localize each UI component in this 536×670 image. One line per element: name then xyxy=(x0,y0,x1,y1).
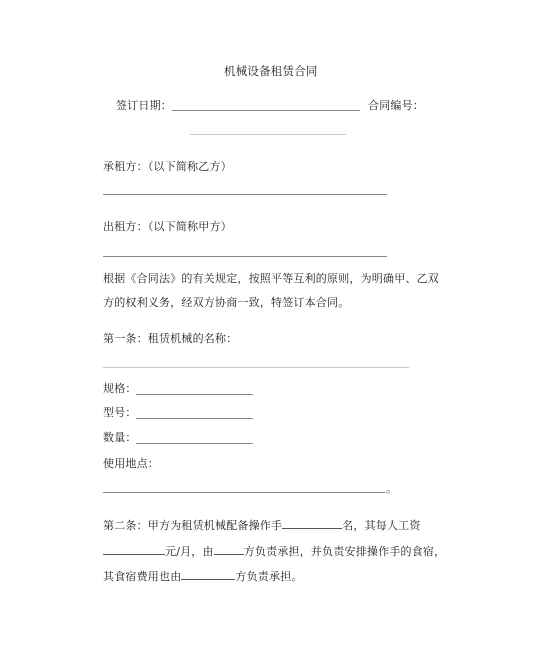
contract-no-label: 合同编号： xyxy=(368,99,424,112)
model-label: 型号： xyxy=(103,406,137,419)
spec-label: 规格： xyxy=(103,382,137,395)
article-2-text-2: 名，其每人工资 xyxy=(342,519,421,532)
lodging-payer-field[interactable] xyxy=(181,568,235,580)
article-2-line-2 xyxy=(103,543,445,559)
operator-count-field[interactable] xyxy=(282,517,342,529)
article-2-line-1 xyxy=(103,517,421,533)
lessee-note: （以下简称乙方） xyxy=(147,160,232,173)
lessor-label xyxy=(103,220,232,234)
document-title: 机械设备租赁合同 xyxy=(224,64,318,78)
location-end-mark: 。 xyxy=(386,482,398,495)
wage-amount-field[interactable] xyxy=(103,543,165,555)
lessee-label xyxy=(103,160,232,174)
article-2-text-6: 方负责承担。 xyxy=(235,570,303,583)
model-field[interactable] xyxy=(136,418,253,419)
sign-date-label: 签订日期： xyxy=(116,99,172,112)
location-label: 使用地点： xyxy=(103,457,159,470)
preamble-line-2: 方的权利义务，经双方协商一致，特签订本合同。 xyxy=(103,296,350,309)
preamble-line-1: 根据《合同法》的有关规定，按照平等互利的原则，为明确甲、乙双 xyxy=(103,272,439,285)
wage-payer-field[interactable] xyxy=(214,543,244,555)
article-2-text-3: 元/月，由 xyxy=(165,545,214,558)
contract-no-field[interactable] xyxy=(190,134,346,135)
location-field[interactable] xyxy=(103,492,385,493)
sign-date-field[interactable] xyxy=(172,110,360,111)
article-2-line-3 xyxy=(103,568,303,584)
article-2-text-4: 方负责承担，并负责安排操作手的食宿， xyxy=(243,545,446,558)
lessor-note: （以下简称甲方） xyxy=(147,220,232,233)
spec-field[interactable] xyxy=(136,394,253,395)
lessor-label-text: 出租方： xyxy=(103,220,148,233)
article-2-text-5: 其食宿费用也由 xyxy=(103,570,182,583)
lessee-field[interactable] xyxy=(103,194,387,195)
article-1-heading: 第一条：租赁机械的名称： xyxy=(103,332,238,345)
quantity-label: 数量： xyxy=(103,431,137,444)
quantity-field[interactable] xyxy=(136,443,253,444)
lessee-label-text: 承租方： xyxy=(103,160,148,173)
lessor-field[interactable] xyxy=(103,256,387,257)
article-2-text-1: 第二条：甲方为租赁机械配备操作手 xyxy=(103,519,283,532)
machine-name-field[interactable] xyxy=(103,367,409,368)
